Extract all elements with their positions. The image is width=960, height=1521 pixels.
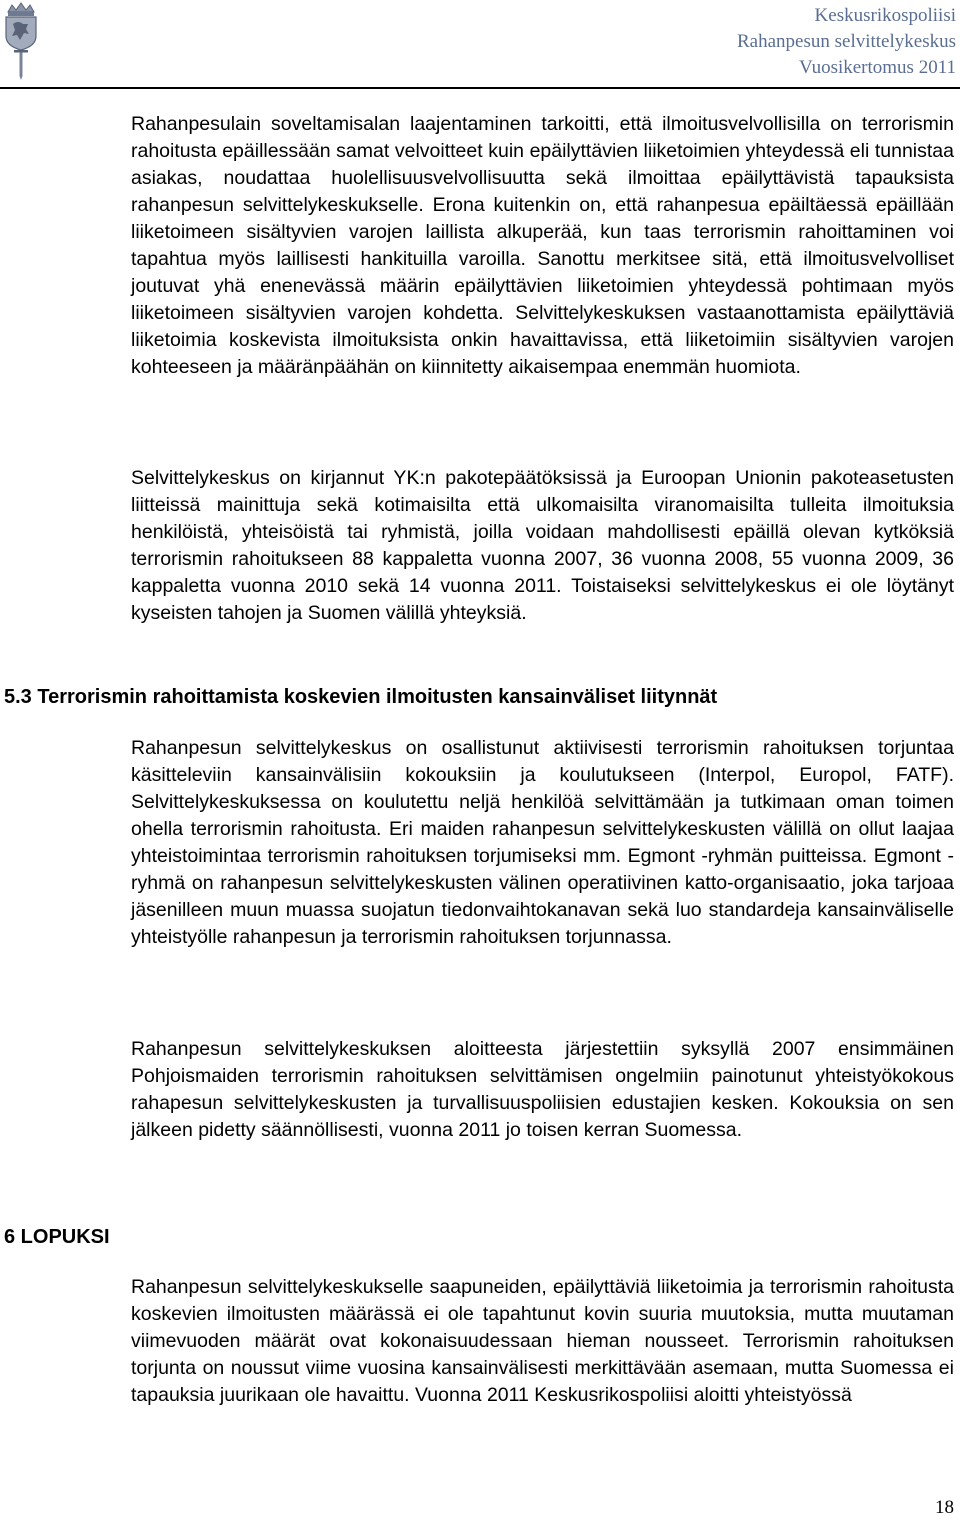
police-crest-icon	[2, 2, 40, 80]
header-divider	[0, 87, 960, 89]
section-heading-6: 6 LOPUKSI	[4, 1226, 110, 1248]
header-report-title: Vuosikertomus 2011	[798, 57, 956, 78]
paragraph-1: Rahanpesulain soveltamisalan laajentaminen tarkoitti, että ilmoitusvelvollisilla on terrorismin rahoitusta epäillessään samat velvoitteet kuin epäilyttävien liiketoimien yhteydessä eli tunnistaa asiakas, noudattaa huolellisuusvelvollisuutta sekä ilmoittaa epäilyttävistä tapauksista rahanpesun selvittelykeskukselle. Erona kuitenkin on, että rahanpesua epäiltäessä epäillään liiketoimeen sisältyvien varojen laillista alkuperää, kun taas terrorismin rahoittaminen voi tapahtua myös laillisesti hankituilla varoilla. Sanottu merkitsee sitä, että ilmoitusvelvolliset joutuvat yhä enenevässä määrin epäilyttävien liiketoimien yhteydessä pohtimaan myös liiketoimeen sisältyvien varojen kohdetta. Selvittelykeskuksen vastaanottamista epäilyttäviä liiketoimia koskevista ilmoituksista onkin havaittavissa, että liiketoimiin sisältyvien varojen kohteeseen ja määränpäähän on kiinnitetty aikaisempaa enemmän huomiota.	[131, 113, 954, 378]
page-number: 18	[935, 1497, 954, 1518]
paragraph-4: Rahanpesun selvittelykeskuksen aloitteesta järjestettiin syksyllä 2007 ensimmäinen Pohjoismaiden terrorismin rahoituksen selvittämisen ongelmiin painotunut yhteistyökokous rahapesun selvittelykeskusten ja turvallisuuspoliisien edustajien kesken. Kokouksia on sen jälkeen pidetty säännöllisesti, vuonna 2011 jo toisen kerran Suomessa.	[131, 1038, 954, 1141]
paragraph-5: Rahanpesun selvittelykeskukselle saapuneiden, epäilyttäviä liiketoimia ja terrorismin rahoitusta koskevien ilmoitusten määrässä ei ole tapahtunut kovin suuria muutoksia, mutta muutaman viimevuoden määrät ovat kokonaisuudessaan hieman nousseet. Terrorismin rahoituksen torjunta on noussut viime vuosina kansainvälisesti merkittävään asemaan, mutta Suomessa ei tapauksia juurikaan ole havaittu. Vuonna 2011 Keskusrikospoliisi aloitti yhteistyössä	[131, 1276, 954, 1406]
section-heading-5-3: 5.3 Terrorismin rahoittamista koskevien ilmoitusten kansainväliset liitynnät	[4, 686, 718, 708]
document-header	[556, 3, 956, 81]
header-unit: Rahanpesun selvittelykeskus	[737, 31, 956, 52]
paragraph-2: Selvittelykeskus on kirjannut YK:n pakotepäätöksissä ja Euroopan Unionin pakoteasetusten liitteissä mainittuja sekä kotimaisilta että ulkomaisilta viranomaisilta tulleita ilmoituksia henkilöistä, yhteisöistä tai ryhmistä, joilla voidaan mahdollisesti epäillä olevan kytköksiä terrorismin rahoitukseen 88 kappaletta vuonna 2007, 36 vuonna 2008, 55 vuonna 2009, 36 kappaletta vuonna 2010 sekä 14 vuonna 2011. Toistaiseksi selvittelykeskus ei ole löytänyt kyseisten tahojen ja Suomen välillä yhteyksiä.	[131, 467, 954, 624]
header-organization: Keskusrikospoliisi	[814, 5, 956, 26]
paragraph-3: Rahanpesun selvittelykeskus on osallistunut aktiivisesti terrorismin rahoituksen torjuntaa käsitteleviin kansainvälisiin kokouksiin ja koulutukseen (Interpol, Europol, FATF). Selvittelykeskuksessa on koulutettu neljä henkilöä selvittämään ja tutkimaan oman toimen ohella terrorismin rahoitusta. Eri maiden rahanpesun selvittelykeskusten välillä on ollut laajaa yhteistoimintaa terrorismin rahoituksen torjumiseksi mm. Egmont -ryhmän puitteissa. Egmont -ryhmä on rahanpesun selvittelykeskusten välinen operatiivinen katto-organisaatio, joka tarjoaa jäsenilleen muun muassa suojatun tiedonvaihtokanavan sekä luo standardeja kansainväliselle yhteistyölle rahanpesun ja terrorismin rahoituksen torjunnassa.	[131, 737, 954, 948]
